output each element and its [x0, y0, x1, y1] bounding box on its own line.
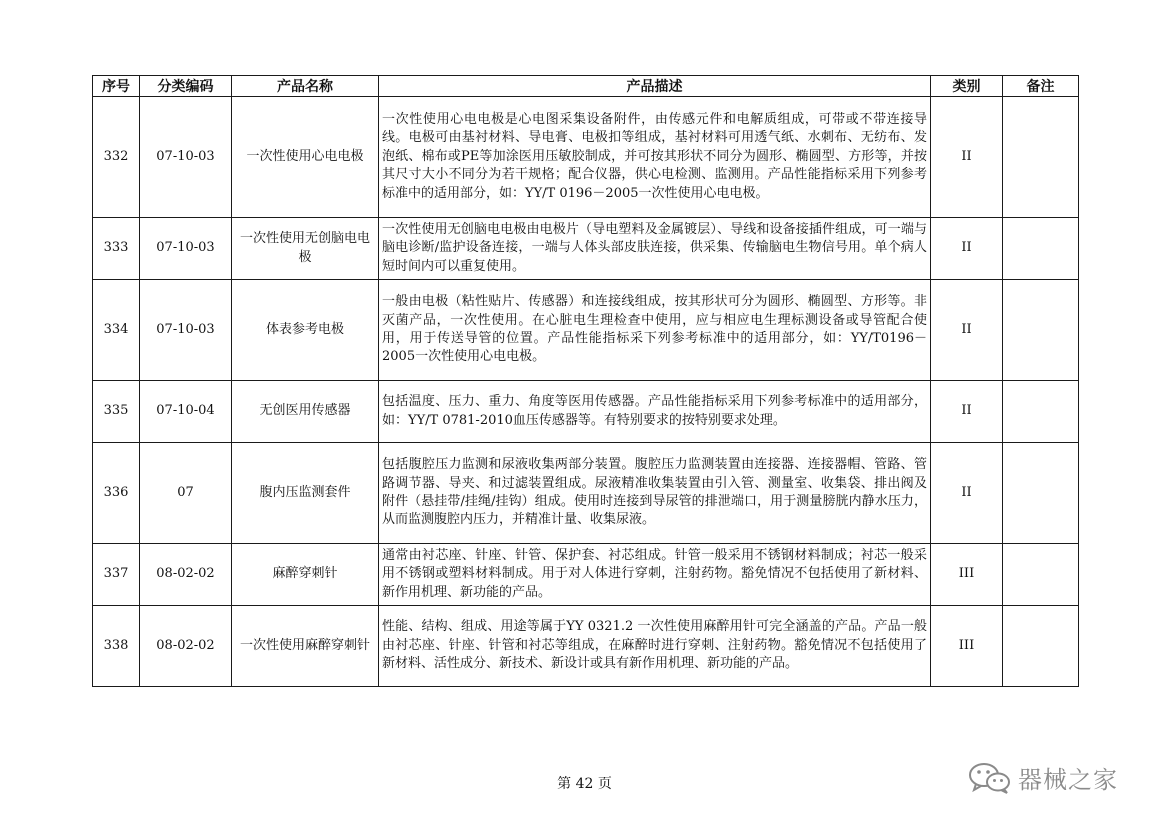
cell-category-code: 08-02-02 — [140, 606, 232, 687]
cell-product-name: 腹内压监测套件 — [232, 443, 379, 544]
cell-product-description: 包括腹腔压力监测和尿液收集两部分装置。腹腔压力监测装置由连接器、连接器帽、管路、管路调节器、导夹、和过滤装置组成。尿液精准收集装置由引入管、测量室、收集袋、排出阀及附件（悬挂带/挂绳/挂钩）组成。使用时连接到导尿管的排泄端口，用于测量膀胱内静水压力，从而监测腹腔内压力，并精准计量、收集尿液。 — [379, 443, 931, 544]
cell-category-code: 07-10-04 — [140, 381, 232, 443]
table-row — [93, 218, 1079, 280]
header-product-name: 产品名称 — [232, 76, 379, 97]
cell-product-name: 麻醉穿刺针 — [232, 544, 379, 606]
cell-class: II — [931, 97, 1003, 218]
cell-product-description: 通常由衬芯座、针座、针管、保护套、衬芯组成。针管一般采用不锈钢材料制成；衬芯一般采用不锈钢或塑料材料制成。用于对人体进行穿刺，注射药物。豁免情况不包括使用了新材料、新作用机理、新功能的产品。 — [379, 544, 931, 606]
cell-serial-number: 337 — [93, 544, 140, 606]
table-row — [93, 443, 1079, 544]
cell-serial-number: 335 — [93, 381, 140, 443]
header-remarks: 备注 — [1003, 76, 1079, 97]
cell-product-name: 一次性使用无创脑电电极 — [232, 218, 379, 280]
cell-category-code: 07-10-03 — [140, 280, 232, 381]
cell-serial-number: 336 — [93, 443, 140, 544]
cell-product-description: 一般由电极（粘性贴片、传感器）和连接线组成，按其形状可分为圆形、椭圆型、方形等。非灭菌产品，一次性使用。在心脏电生理检查中使用，应与相应电生理标测设备或导管配合使用，用于传送导管的位置。产品性能指标采下列参考标准中的适用部分，如：YY/T0196－2005一次性使用心电电极。 — [379, 280, 931, 381]
cell-serial-number: 333 — [93, 218, 140, 280]
cell-class: II — [931, 280, 1003, 381]
cell-serial-number: 338 — [93, 606, 140, 687]
cell-product-description: 一次性使用无创脑电电极由电极片（导电塑料及金属镀层）、导线和设备接插件组成，可一端与脑电诊断/监护设备连接，一端与人体头部皮肤连接，供采集、传输脑电生物信号用。单个病人短时间内可以重复使用。 — [379, 218, 931, 280]
cell-remarks — [1003, 280, 1079, 381]
cell-remarks — [1003, 443, 1079, 544]
cell-class: II — [931, 443, 1003, 544]
header-product-description: 产品描述 — [379, 76, 931, 97]
header-category-code: 分类编码 — [140, 76, 232, 97]
page-number: 第 42 页 — [557, 776, 612, 792]
cell-serial-number: 334 — [93, 280, 140, 381]
cell-product-name: 一次性使用心电电极 — [232, 97, 379, 218]
cell-category-code: 07 — [140, 443, 232, 544]
watermark-text: 器械之家 — [1018, 766, 1118, 794]
cell-product-name: 体表参考电极 — [232, 280, 379, 381]
table-row — [93, 381, 1079, 443]
cell-category-code: 08-02-02 — [140, 544, 232, 606]
cell-product-description: 一次性使用心电电极是心电图采集设备附件，由传感元件和电解质组成，可带或不带连接导线。电极可由基衬材料、导电膏、电极扣等组成，基衬材料可用透气纸、水刺布、无纺布、发泡纸、棉布或PE等加涂医用压敏胶制成，并可按其形状不同分为圆形、椭圆型、方形等，并按其尺寸大小不同分为若干规格；配合仪器，供心电检测、监测用。产品性能指标采用下列参考标准中的适用部分，如：YY/T 0196－2005一次性使用心电电极。 — [379, 97, 931, 218]
cell-remarks — [1003, 544, 1079, 606]
header-serial-number: 序号 — [93, 76, 140, 97]
header-class: 类别 — [931, 76, 1003, 97]
table-row — [93, 606, 1079, 687]
cell-class: II — [931, 218, 1003, 280]
cell-product-name: 一次性使用麻醉穿刺针 — [232, 606, 379, 687]
cell-product-description: 性能、结构、组成、用途等属于YY 0321.2 一次性使用麻醉用针可完全涵盖的产品。产品一般由衬芯座、针座、针管和衬芯等组成，在麻醉时进行穿刺、注射药物。豁免情况不包括使用了新材料、活性成分、新技术、新设计或具有新作用机理、新功能的产品。 — [379, 606, 931, 687]
watermark — [968, 760, 1118, 795]
product-catalog-table — [92, 75, 1079, 687]
cell-category-code: 07-10-03 — [140, 218, 232, 280]
cell-serial-number: 332 — [93, 97, 140, 218]
table-row — [93, 97, 1079, 218]
cell-product-description: 包括温度、压力、重力、角度等医用传感器。产品性能指标采用下列参考标准中的适用部分，如：YY/T 0781-2010血压传感器等。有特别要求的按特别要求处理。 — [379, 381, 931, 443]
table-header-row — [93, 76, 1079, 97]
wechat-icon — [968, 761, 1012, 795]
table-body — [93, 97, 1079, 687]
cell-remarks — [1003, 381, 1079, 443]
table-row — [93, 280, 1079, 381]
table-row — [93, 544, 1079, 606]
cell-remarks — [1003, 606, 1079, 687]
cell-product-name: 无创医用传感器 — [232, 381, 379, 443]
cell-class: III — [931, 606, 1003, 687]
cell-class: III — [931, 544, 1003, 606]
cell-remarks — [1003, 218, 1079, 280]
cell-category-code: 07-10-03 — [140, 97, 232, 218]
cell-remarks — [1003, 97, 1079, 218]
cell-class: II — [931, 381, 1003, 443]
